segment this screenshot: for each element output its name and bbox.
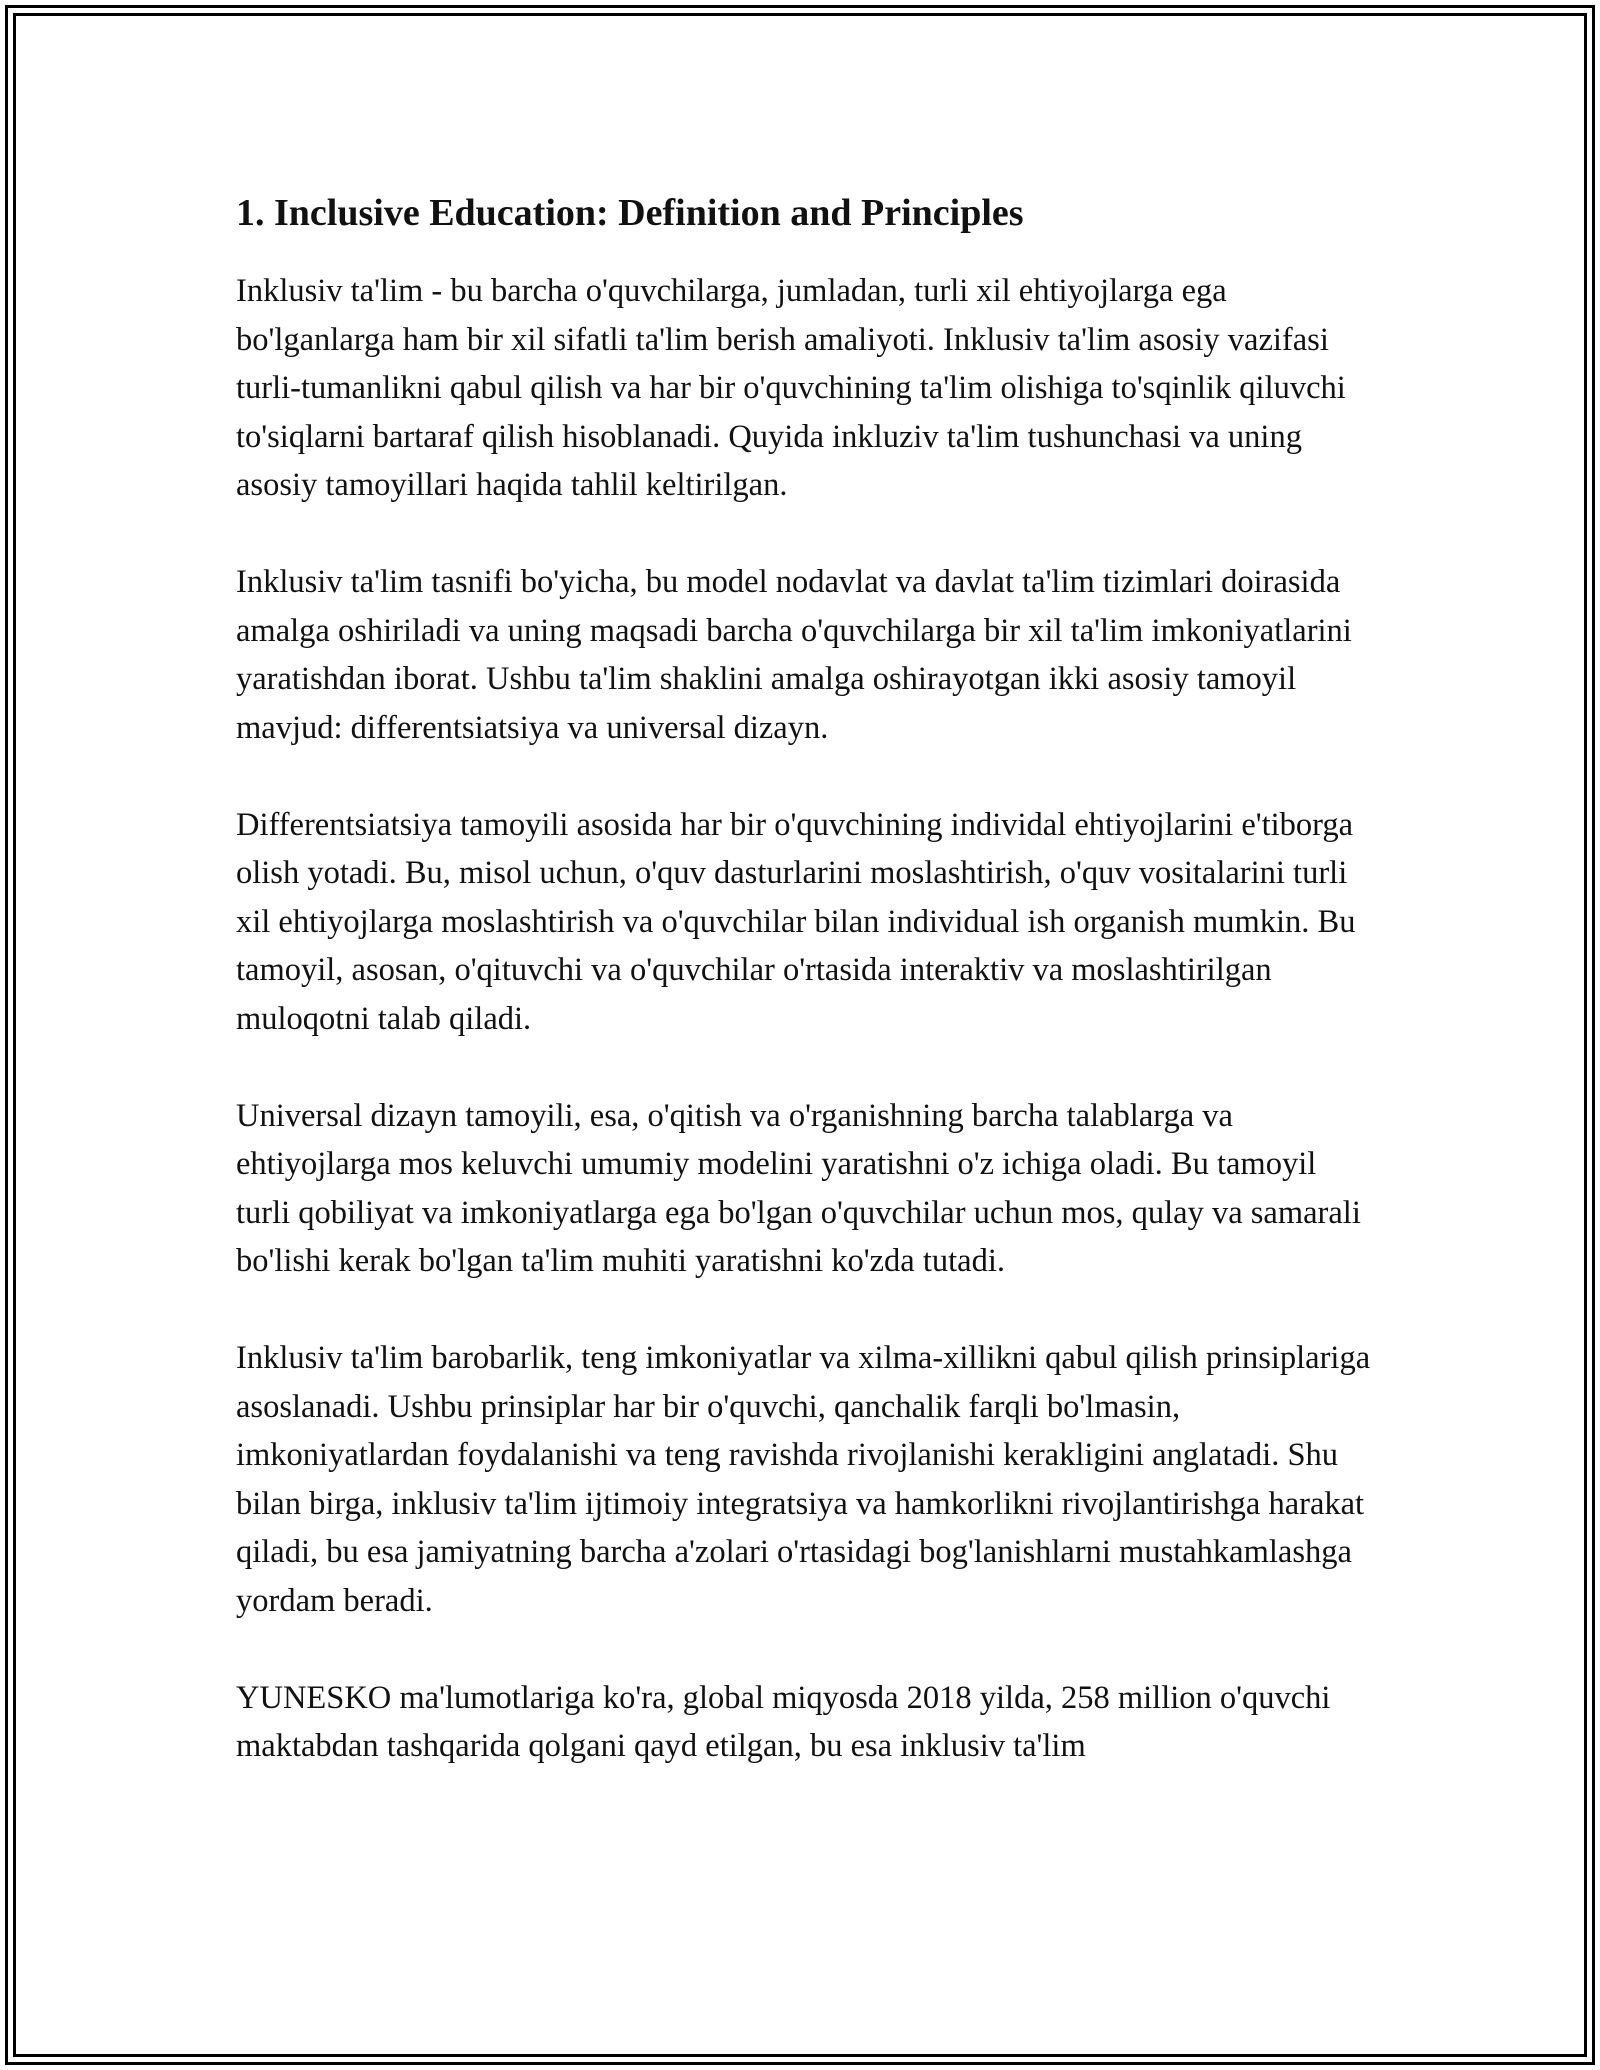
paragraph-classification: Inklusiv ta'lim tasnifi bo'yicha, bu model nodavlat va davlat ta'lim tizimlari doirasida amalga oshiriladi va uning maqsadi barcha o'quvchilarga bir xil ta'lim imkoniyatlarini yaratishdan iborat. Ushbu ta'lim shaklini amalga oshirayotgan ikki asosiy tamoyil mavjud: differentsiatsiya va universal dizayn. [236,564,1352,746]
paragraph-unesco: YUNESKO ma'lumotlariga ko'ra, global miqyosda 2018 yilda, 258 million o'quvchi maktabdan tashqarida qolgani qayd etilgan, bu esa inklusiv ta'lim [236,1679,1331,1764]
paragraph-universal-design: Universal dizayn tamoyili, esa, o'qitish va o'rganishning barcha talablarga va ehtiyojlarga mos keluvchi umumiy modelini yaratishni o'z ichiga oladi. Bu tamoyil turli qobiliyat va imkoniyatlarga ega bo'lgan o'quvchilar uchun mos, qulay va samarali bo'lishi kerak bo'lgan ta'lim muhiti yaratishni ko'zda tutadi. [236,1097,1361,1279]
paragraph-principles: Inklusiv ta'lim barobarlik, teng imkoniyatlar va xilma-xillikni qabul qilish prinsiplariga asoslanadi. Ushbu prinsiplar har bir o'quvchi, qanchalik farqli bo'lmasin, imkoniyatlardan foydalanishi va teng ravishda rivojlanishi kerakligini anglatadi. Shu bilan birga, inklusiv ta'lim ijtimoiy integratsiya va hamkorlikni rivojlantirishga harakat qiladi, bu esa jamiyatning barcha a'zolari o'rtasidagi bog'lanishlarni mustahkamlashga yordam beradi. [236,1340,1371,1619]
paragraph-differentiation: Differentsiatsiya tamoyili asosida har bir o'quvchining individal ehtiyojlarini e'tiborga olish yotadi. Bu, misol uchun, o'quv dasturlarini moslashtirish, o'quv vositalarini turli xil ehtiyojlarga moslashtirish va o'quvchilar bilan individual ish organish mumkin. Bu tamoyil, asosan, o'qituvchi va o'quvchilar o'rtasida interaktiv va moslashtirilgan muloqotni talab qiladi. [236,806,1356,1037]
document-body [236,185,1376,1819]
section-heading: 1. Inclusive Education: Definition and Principles [236,192,1024,234]
paragraph-definition: Inklusiv ta'lim - bu barcha o'quvchilarga, jumladan, turli xil ehtiyojlarga ega bo'lganlarga ham bir xil sifatli ta'lim berish amaliyoti. Inklusiv ta'lim asosiy vazifasi turli-tumanlikni qabul qilish va har bir o'quvchining ta'lim olishiga to'sqinlik qiluvchi to'siqlarni bartaraf qilish hisoblanadi. Quyida inkluziv ta'lim tushunchasi va uning asosiy tamoyillari haqida tahlil keltirilgan. [236,273,1346,503]
